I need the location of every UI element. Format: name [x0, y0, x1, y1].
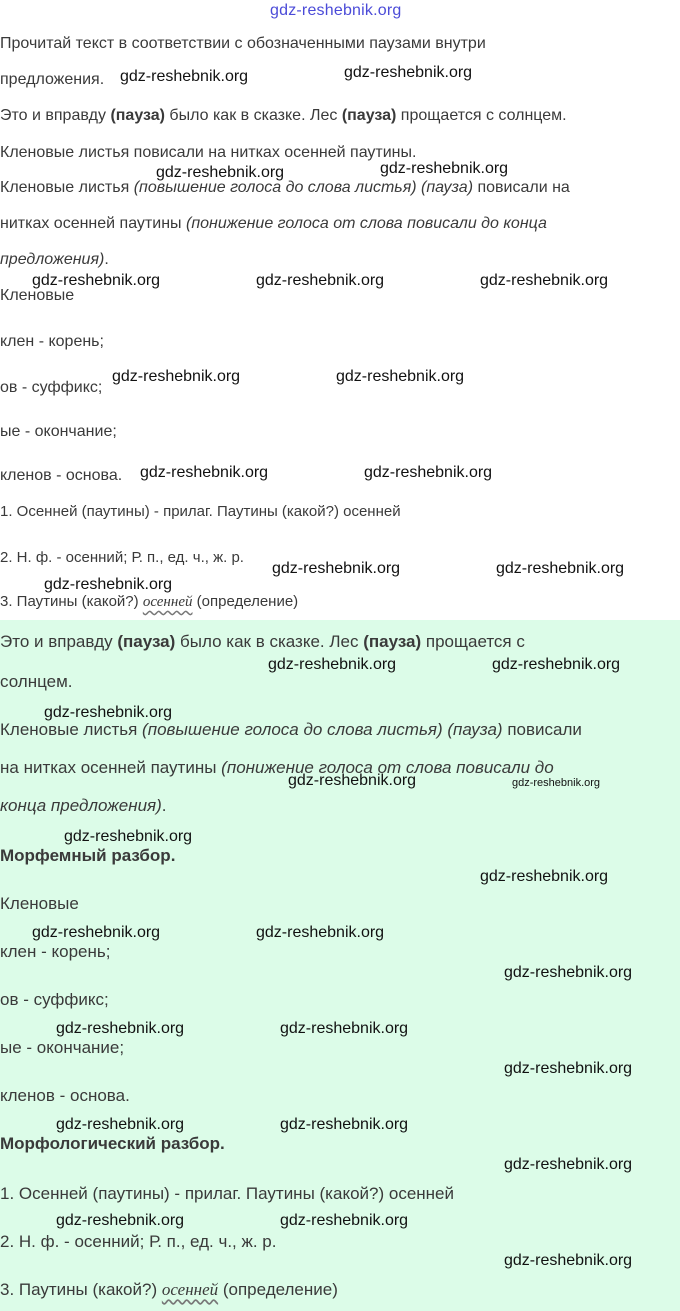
attribute-word: осенней: [161, 1280, 219, 1299]
watermark: gdz-reshebnik.org: [56, 1020, 185, 1037]
text: (определение): [192, 593, 299, 610]
watermark: gdz-reshebnik.org: [504, 964, 633, 981]
intonation-note: (понижение голоса от слова повисали до конца: [185, 215, 547, 232]
watermark: gdz-reshebnik.org: [280, 1116, 409, 1133]
morph-stem: кленов - основа.: [0, 467, 123, 484]
text: было как в сказке. Лес: [164, 107, 342, 124]
watermark: gdz-reshebnik.org: [32, 924, 161, 941]
attribute-word: осенней: [142, 594, 193, 610]
text: Это и вправду: [0, 632, 118, 651]
morpho-point-2: 2. Н. ф. - осенний; Р. п., ед. ч., ж. р.: [0, 549, 244, 566]
text: 3. Паутины (какой?): [0, 1280, 162, 1299]
answer-sentence-1-line-1: [0, 632, 525, 652]
answer-sentence-2-line-1: [0, 720, 582, 740]
sentence-3-line-1: [0, 178, 570, 198]
watermark: gdz-reshebnik.org: [272, 560, 401, 577]
watermark: gdz-reshebnik.org: [344, 64, 473, 81]
watermark: gdz-reshebnik.org: [280, 1212, 409, 1229]
watermark: gdz-reshebnik.org: [112, 368, 241, 385]
text: Кленовые листья: [0, 179, 134, 196]
watermark: gdz-reshebnik.org: [512, 777, 601, 789]
intonation-note: (повышение голоса до слова листья) (пауза): [142, 720, 503, 739]
intonation-note: предложения): [0, 251, 105, 268]
watermark: gdz-reshebnik.org: [504, 1252, 633, 1269]
pause-mark: (пауза): [341, 107, 397, 124]
watermark: gdz-reshebnik.org: [480, 272, 609, 289]
watermark: gdz-reshebnik.org: [64, 828, 193, 845]
answer-sentence-2-line-3: [0, 796, 167, 816]
watermark: gdz-reshebnik.org: [44, 704, 173, 721]
answer-morph-suffix: ов - суффикс;: [0, 990, 109, 1009]
text: прощается с солнцем.: [396, 107, 567, 124]
watermark: gdz-reshebnik.org: [504, 1060, 633, 1077]
watermark: gdz-reshebnik.org: [256, 924, 385, 941]
answer-sentence-1-line-2: солнцем.: [0, 672, 73, 691]
text: (определение): [218, 1280, 338, 1299]
watermark: gdz-reshebnik.org: [120, 68, 249, 85]
site-link[interactable]: gdz-reshebnik.org: [270, 2, 402, 19]
watermark: gdz-reshebnik.org: [504, 1156, 633, 1173]
morpho-point-1: 1. Осенней (паутины) - прилаг. Паутины (какой?) осенней: [0, 503, 401, 520]
sentence-3-line-3: [0, 250, 109, 270]
watermark: gdz-reshebnik.org: [336, 368, 465, 385]
answer-morph-ending: ые - окончание;: [0, 1038, 125, 1057]
text: на нитках осенней паутины: [0, 758, 222, 777]
watermark: gdz-reshebnik.org: [492, 656, 621, 673]
watermark: gdz-reshebnik.org: [496, 560, 625, 577]
text: .: [161, 796, 167, 815]
watermark: gdz-reshebnik.org: [56, 1212, 185, 1229]
sentence-3-line-2: [0, 214, 547, 234]
pause-mark: (пауза): [110, 107, 165, 124]
answer-morph-stem: кленов - основа.: [0, 1086, 130, 1105]
watermark: gdz-reshebnik.org: [480, 868, 609, 885]
pause-mark: (пауза): [363, 632, 422, 651]
answer-morpho-point-2: 2. Н. ф. - осенний; Р. п., ед. ч., ж. р.: [0, 1232, 277, 1251]
text: Кленовые листья: [0, 720, 143, 739]
watermark: gdz-reshebnik.org: [32, 272, 161, 289]
watermark: gdz-reshebnik.org: [256, 272, 385, 289]
watermark: gdz-reshebnik.org: [268, 656, 397, 673]
watermark: gdz-reshebnik.org: [156, 164, 285, 181]
answer-morpho-point-3: [0, 1280, 338, 1300]
text: нитках осенней паутины: [0, 215, 186, 232]
morpho-point-3: [0, 592, 298, 612]
intonation-note: (понижение голоса от слова повисали до: [221, 758, 554, 777]
text: было как в сказке. Лес: [175, 632, 364, 651]
watermark: gdz-reshebnik.org: [56, 1116, 185, 1133]
answer-morpho-point-1: 1. Осенней (паутины) - прилаг. Паутины (какой?) осенней: [0, 1184, 454, 1203]
morphemic-title: Морфемный разбор.: [0, 846, 176, 865]
morph-word: Кленовые: [0, 287, 75, 304]
watermark: gdz-reshebnik.org: [364, 464, 493, 481]
text: Это и вправду: [0, 107, 111, 124]
pause-mark: (пауза): [117, 632, 176, 651]
watermark: gdz-reshebnik.org: [288, 772, 417, 789]
sentence-2: Кленовые листья повисали на нитках осенней паутины.: [0, 144, 417, 161]
sentence-1: [0, 106, 567, 126]
answer-sentence-2-line-2: [0, 758, 554, 778]
watermark: gdz-reshebnik.org: [280, 1020, 409, 1037]
morph-root: клен - корень;: [0, 333, 104, 350]
text: .: [104, 251, 109, 268]
answer-morph-word: Кленовые: [0, 894, 79, 913]
morph-ending: ые - окончание;: [0, 423, 117, 440]
text: 3. Паутины (какой?): [0, 593, 143, 610]
text: повисали: [502, 720, 582, 739]
task-line-2: предложения.: [0, 71, 105, 88]
text: прощается с: [421, 632, 525, 651]
watermark: gdz-reshebnik.org: [140, 464, 269, 481]
morph-suffix: ов - суффикс;: [0, 379, 103, 396]
task-line-1: Прочитай текст в соответствии с обозначенными паузами внутри: [0, 35, 486, 52]
text: повисали на: [473, 179, 570, 196]
morphological-title: Морфологический разбор.: [0, 1134, 225, 1153]
answer-morph-root: клен - корень;: [0, 942, 111, 961]
intonation-note: конца предложения): [0, 796, 162, 815]
watermark: gdz-reshebnik.org: [44, 576, 173, 593]
intonation-note: (повышение голоса до слова листья) (пауза): [133, 179, 474, 196]
watermark: gdz-reshebnik.org: [380, 160, 509, 177]
